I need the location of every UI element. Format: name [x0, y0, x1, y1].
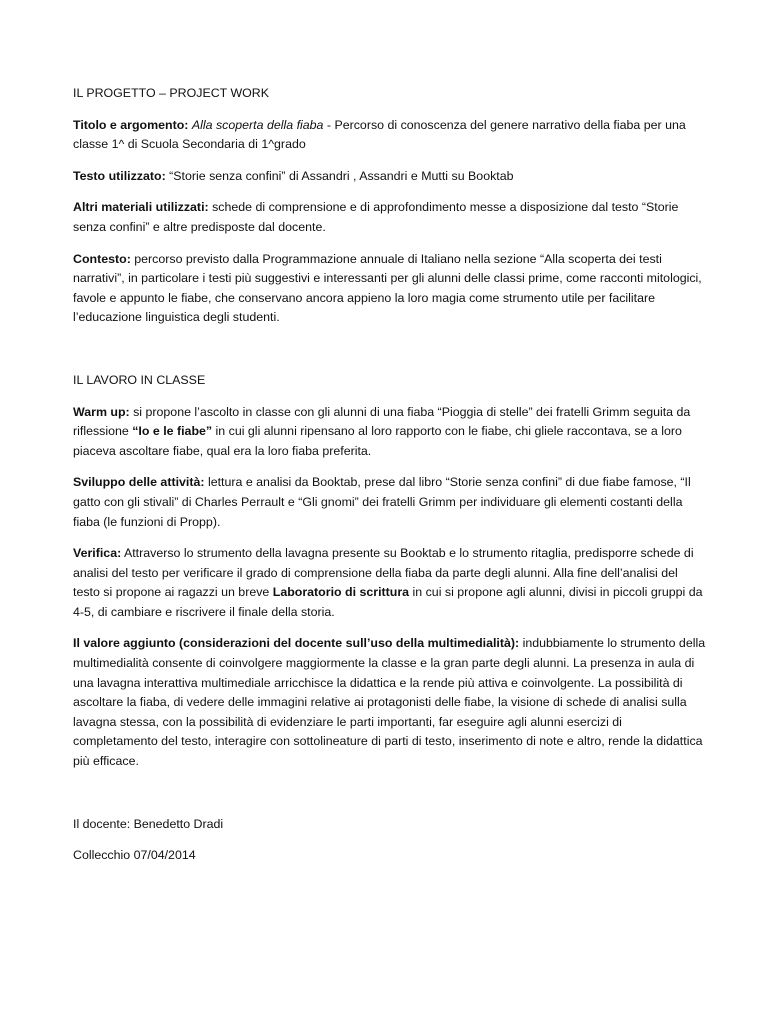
- section-heading-progetto: IL PROGETTO – PROJECT WORK: [73, 86, 269, 100]
- contesto-text: percorso previsto dalla Programmazione annuale di Italiano nella sezione “Alla scoperta dei testi narrativi”, in particolare i testi più suggestivi e interessanti per gli alunni delle classi prime, come racconti mitologici, favole e appunto le fiabe, che conservano ancora appieno la loro magia come strumento utile per facilitare l’educazione linguistica degli studenti.: [73, 251, 702, 325]
- sviluppo-label: Sviluppo delle attività:: [73, 475, 205, 490]
- warmup-bold: “Io e le fiabe”: [132, 424, 213, 439]
- place-date: Collecchio 07/04/2014: [73, 848, 196, 863]
- paragraph-altri-materiali: [73, 198, 708, 237]
- titolo-italic: Alla scoperta della fiaba: [191, 117, 324, 132]
- verifica-bold: Laboratorio di scrittura: [272, 585, 410, 600]
- paragraph-testo: [73, 167, 708, 187]
- signature-docente: Il docente: Benedetto Dradi: [73, 816, 224, 831]
- titolo-dash: -: [323, 117, 335, 132]
- altri-label: Altri materiali utilizzati:: [73, 200, 209, 215]
- valore-label: Il valore aggiunto (considerazioni del docente sull’uso della multimedialità):: [73, 636, 520, 651]
- contesto-label: Contesto:: [73, 251, 131, 266]
- warmup-text-1: si propone l’ascolto in classe con gli alunni di una fiaba “Pioggia di stelle” dei fratelli Grimm seguita da riflessione: [73, 404, 691, 439]
- altri-text: schede di comprensione e di approfondimento messe a disposizione dal testo “Storie senza confini” e altre predisposte dal docente.: [73, 200, 679, 234]
- paragraph-contesto: [73, 250, 708, 328]
- verifica-text-2: in cui si propone agli alunni, divisi in piccoli gruppi da 4-5, di cambiare e riscrivere il finale della storia.: [73, 585, 703, 619]
- section-heading-lavoro: IL LAVORO IN CLASSE: [73, 372, 206, 387]
- valore-text: indubbiamente lo strumento della multimedialità consente di coinvolgere maggiormente la classe e la gran parte degli alunni. La presenza in aula di una lavagna interattiva multimediale arricchisce la didattica e la rende più attiva e coinvolgente. La possibilità di ascoltare la fiaba, di vedere delle immagini relative ai protagonisti delle fiabe, la visione di schede di analisi sulla lavagna stessa, con la possibilità di evidenziare le parti importanti, far eseguire agli alunni esercizi di completamento del testo, interagire con sottolineature di parti di testo, inserimento di note e altro, rende la didattica più efficace.: [73, 636, 706, 769]
- warmup-label: Warm up:: [73, 404, 130, 419]
- testo-label: Testo utilizzato:: [73, 168, 166, 183]
- paragraph-verifica: [73, 544, 708, 622]
- paragraph-titolo: [73, 116, 708, 155]
- paragraph-valore-aggiunto: [73, 634, 708, 771]
- sviluppo-text: lettura e analisi da Booktab, prese dal libro “Storie senza confini” di due fiabe famose, “Il gatto con gli stivali” di Charles Perrault e “Gli gnomi” dei fratelli Grimm per individuare gli elementi costanti della fiaba (le funzioni di Propp).: [73, 475, 691, 529]
- verifica-text-1: Attraverso lo strumento della lavagna presente su Booktab e lo strumento ritaglia, predisporre schede di analisi del testo per verificare il grado di comprensione della fiaba da parte degli alunni. Alla fine dell’analisi del testo si propone ai ragazzi un breve: [73, 546, 694, 600]
- testo-text: “Storie senza confini” di Assandri , Assandri e Mutti su Booktab: [165, 168, 514, 183]
- titolo-text: Percorso di conoscenza del genere narrativo della fiaba per una classe 1^ di Scuola Secondaria di 1^grado: [73, 117, 686, 152]
- warmup-text-2: in cui gli alunni ripensano al loro rapporto con le fiabe, chi gliele raccontava, se a loro piaceva ascoltare fiabe, qual era la loro fiaba preferita.: [73, 424, 682, 458]
- paragraph-sviluppo: [73, 473, 708, 532]
- titolo-label: Titolo e argomento:: [73, 117, 189, 132]
- verifica-label: Verifica:: [73, 546, 122, 561]
- paragraph-warm-up: [73, 403, 708, 462]
